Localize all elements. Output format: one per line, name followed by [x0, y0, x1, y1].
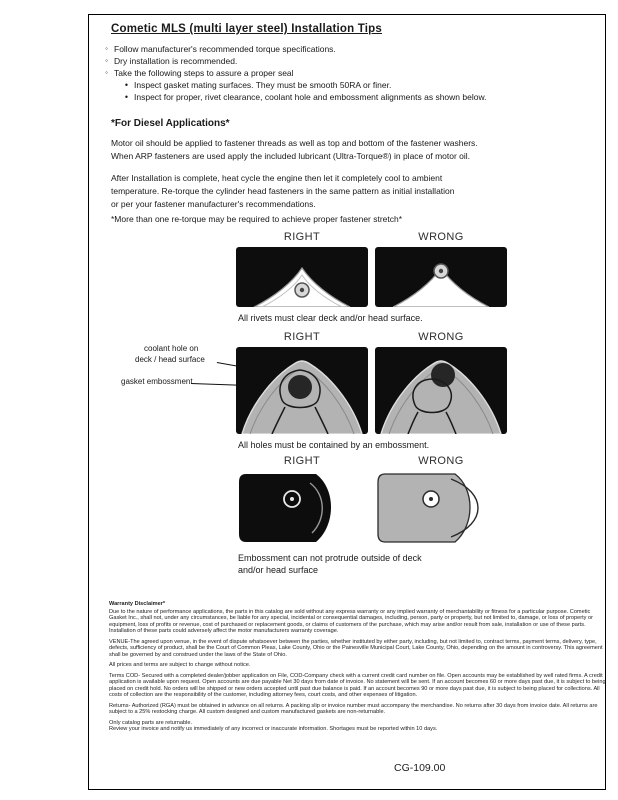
document-code: CG-109.00 — [394, 762, 446, 774]
warranty-heading: Warranty Disclaimer* — [109, 601, 166, 607]
protrusion-wrong-illustration — [375, 469, 507, 547]
wrong-label-row3: WRONG — [418, 455, 464, 467]
diesel-paragraph-2 — [111, 172, 455, 211]
warranty-paragraph: Terms COD- Secured with a completed dealer/jobber application on File, COD-Company check with a current credit card number on file. Open accounts may be established by well rated firms. A credit application is available upon request. Open accounts are due payable Net 30 days from date of invoice. No statement will be sent. If an account becomes 60 or more days past due, it is subject to being placed on credit hold. No orders will be shipped or new orders accepted until past due balance is paid. If an account becomes 90 or more days past due, it is subject to being placed for collections. All costs of collection are the responsibility of the customer, including attorney fees, court costs, and other expenses of litigation. — [109, 672, 606, 698]
dot-bullet-icon: • — [124, 80, 129, 90]
row2-caption: All holes must be contained by an embossment. — [238, 440, 430, 450]
row1-caption: All rivets must clear deck and/or head surface. — [238, 313, 423, 323]
wrong-label-row1: WRONG — [418, 231, 464, 243]
tips-list — [103, 43, 486, 103]
protrusion-right-diagram — [236, 469, 368, 552]
warranty-paragraph: Due to the nature of performance applications, the parts in this catalog are sold without any express warranty or any implied warranty of merchantability or fitness for a particular purpose. Cometic Gasket Inc., shall not, under any circumstances, be liable for any special, incidental or consequential damages, including, person, party or property, but not limited to, damage, or loss of property or equipment, loss of profits or revenue, cost of purchased or replacement goods, or claims of customers of the purchase, which may arise and/or result from sale, installation or use of these parts. Installation of these parts could adversely affect the motor manufacturers warranty coverage. — [109, 608, 594, 634]
diesel-paragraph-1 — [111, 137, 478, 163]
warranty-paragraph: All prices and terms are subject to change without notice. — [109, 662, 251, 668]
paragraph-line: temperature. Re-torque the cylinder head fasteners in the same pattern as initial installation — [111, 186, 455, 196]
tip-item — [103, 43, 486, 55]
warranty-paragraph: VENUE-The agreed upon venue, in the event of dispute whatsoever between the parties, whether instituted by either party, including, but not limited to, contract terms, payment terms, delivery, type, defects, sufficiency of product, shall be the Court of Common Pleas, Lake County, Ohio or the Painesville Municipal Court, Lake County, Ohio, depending on the amount in controversy. This agreement shall be governed by and construed under the laws of the State of Ohio. — [109, 638, 603, 658]
dot-bullet-icon: • — [124, 92, 129, 102]
embossment-right-diagram — [236, 347, 368, 439]
paragraph-line: When ARP fasteners are used apply the included lubricant (Ultra-Torque®) in place of motor oil. — [111, 151, 471, 161]
embossment-right-illustration — [236, 347, 368, 434]
coolant-hole-label-line1: coolant hole on — [144, 344, 199, 353]
embossment-wrong-illustration — [375, 347, 507, 434]
retorque-note: *More than one re-torque may be required to achieve proper fastener stretch* — [111, 214, 403, 224]
warranty-paragraph: Review your invoice and notify us immediately of any incorrect or inaccurate information. Shortages must be reported within 10 days. — [109, 726, 438, 732]
circle-bullet-icon: ◦ — [105, 68, 108, 77]
tip-text: Follow manufacturer's recommended torque specifications. — [114, 44, 336, 54]
warranty-section — [109, 601, 607, 737]
tip-text: Inspect gasket mating surfaces. They must be smooth 50RA or finer. — [134, 80, 392, 90]
right-label-row1: RIGHT — [283, 231, 321, 243]
wrong-label-row2: WRONG — [418, 331, 464, 343]
embossment-wrong-diagram — [375, 347, 507, 439]
rivet-wrong-illustration — [375, 247, 507, 307]
row3-caption-line2: and/or head surface — [238, 565, 319, 575]
warranty-paragraph: Only catalog parts are returnable. — [109, 719, 193, 726]
rivet-right-diagram — [236, 247, 368, 312]
tip-sub-item — [123, 91, 486, 103]
paragraph-line: After Installation is complete, heat cycle the engine then let it completely cool to ambient — [111, 173, 443, 183]
coolant-hole — [288, 375, 312, 399]
coolant-hole — [431, 363, 455, 387]
row3-caption-line1: Embossment can not protrude outside of deck — [238, 553, 422, 563]
tip-sub-item — [123, 79, 486, 91]
tip-text: Dry installation is recommended. — [114, 56, 238, 66]
tip-text: Inspect for proper, rivet clearance, coolant hole and embossment alignments as shown below. — [134, 92, 487, 102]
rivet-wrong-diagram — [375, 247, 507, 312]
rivet-right-illustration — [236, 247, 368, 307]
document-frame — [88, 14, 606, 790]
protrusion-wrong-diagram — [375, 469, 507, 552]
warranty-paragraph: Returns- Authorized (RGA) must be obtained in advance on all returns. A packing slip or invoice number must accompany the merchandise. No returns after 30 days from invoice date. All returns are subject to a 25% restocking charge. All custom designed and custom manufactured gaskets are non-returnable. — [109, 702, 598, 715]
gasket-embossment-label: gasket embossment — [121, 377, 193, 386]
coolant-hole-label-line2: deck / head surface — [135, 355, 205, 364]
circle-bullet-icon: ◦ — [105, 56, 108, 65]
page-title: Cometic MLS (multi layer steel) Installation Tips — [111, 23, 382, 35]
paragraph-line: or per your fastener manufacturer's recommendations. — [111, 199, 316, 209]
tip-item — [103, 67, 486, 79]
circle-bullet-icon: ◦ — [105, 44, 108, 53]
right-label-row3: RIGHT — [283, 455, 321, 467]
protrusion-right-illustration — [236, 469, 368, 547]
diesel-applications-heading: *For Diesel Applications* — [111, 118, 230, 129]
tip-text: Take the following steps to assure a proper seal — [114, 68, 294, 78]
right-label-row2: RIGHT — [283, 331, 321, 343]
tip-item — [103, 55, 486, 67]
paragraph-line: Motor oil should be applied to fastener threads as well as top and bottom of the fastener washers. — [111, 138, 478, 148]
